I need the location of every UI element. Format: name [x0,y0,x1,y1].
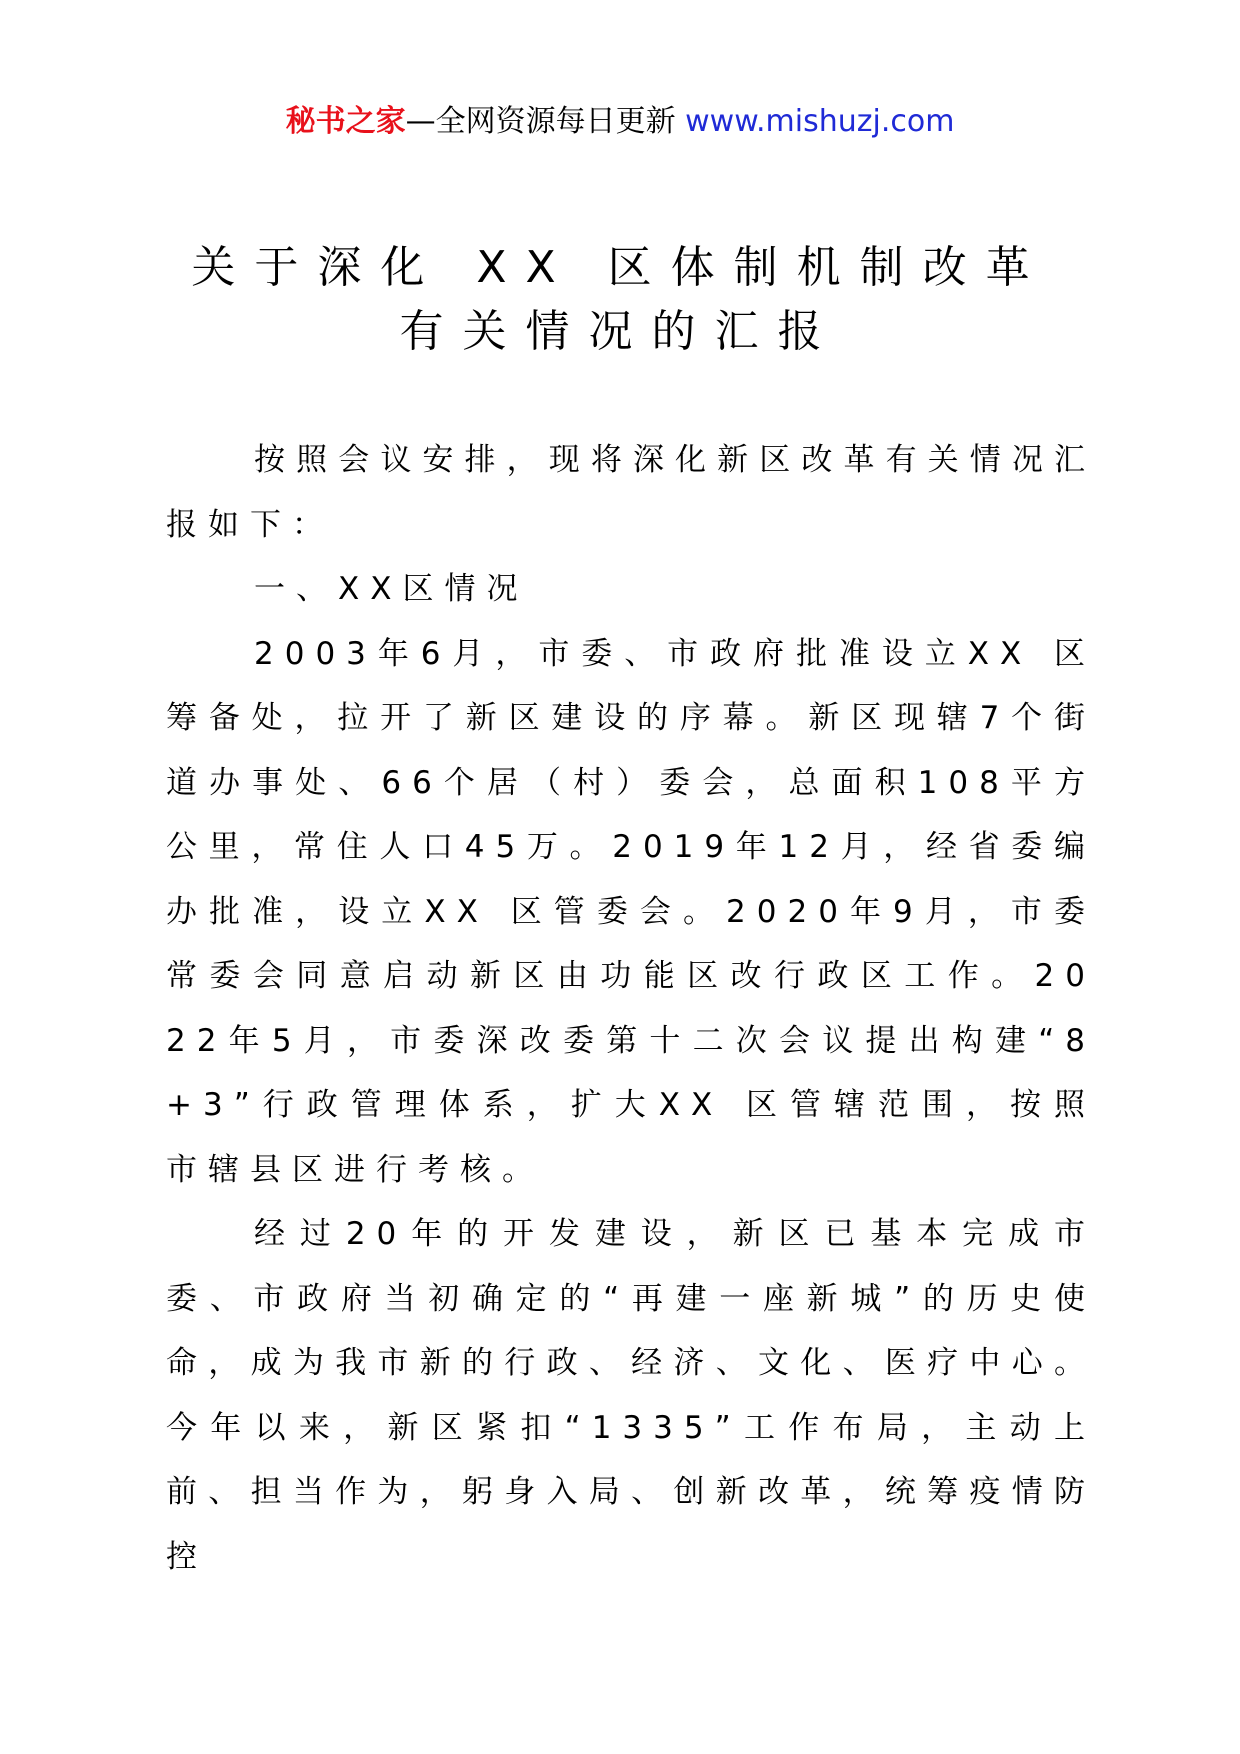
site-url-link[interactable]: www.mishuzj.com [685,104,955,139]
body-paragraph: 2003年6月，市委、市政府批准设立XX 区筹备处，拉开了新区建设的序幕。新区现辖7个街道办事处、66个居（村）委会，总面积108平方公里，常住人口45万。2019年12月，经省委编办批准，设立XX 区管委会。2020年9月，市委常委会同意启动新区由功能区改行政区工作。2022年5月，市委深改委第十二次会议提出构建“8+3”行政管理体系，扩大XX 区管辖范围，按照市辖县区进行考核。 [166,635,1096,1188]
intro-paragraph: 按照会议安排，现将深化新区改革有关情况汇报如下： [166,442,1096,543]
body-paragraph: 经过20年的开发建设，新区已基本完成市委、市政府当初确定的“再建一座新城”的历史使命，成为我市新的行政、经济、文化、医疗中心。今年以来，新区紧扣“1335”工作布局，主动上前、担当作为，躬身入局、创新改革，统筹疫情防控 [166,1216,1096,1575]
site-header [0,100,1240,144]
brand-name: 秘书之家 [285,104,406,139]
header-tagline: —全网资源每日更新 [405,104,686,139]
document-body [166,428,1096,1589]
document-title [0,236,1240,364]
title-line-2: 有关情况的汇报 [399,306,841,357]
section-heading-1: 一、XX区情况 [254,571,529,607]
title-line-1: 关于深化 XX 区体制机制改革 [191,242,1049,293]
